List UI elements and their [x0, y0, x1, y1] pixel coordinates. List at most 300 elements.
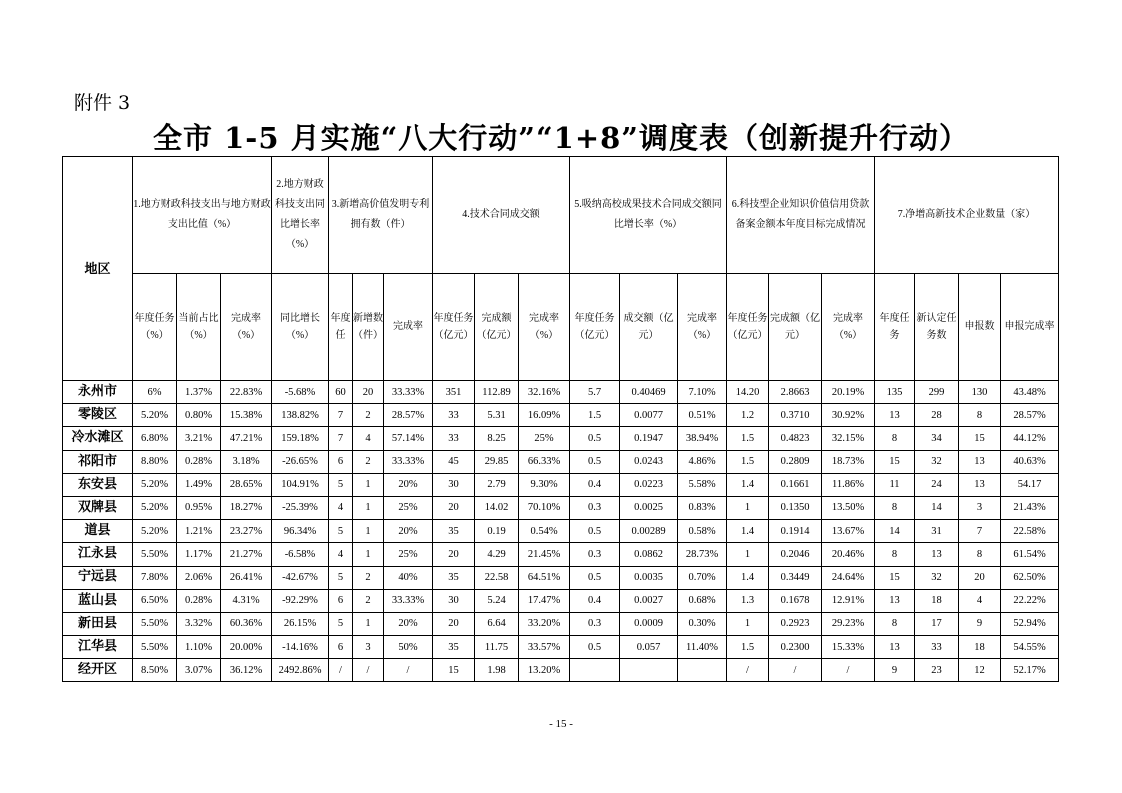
table-cell: 8	[875, 427, 915, 450]
table-cell: 13	[875, 404, 915, 427]
table-cell: 13	[875, 589, 915, 612]
table-cell: 7	[329, 427, 353, 450]
region-cell: 东安县	[63, 473, 133, 496]
table-cell: 15	[433, 659, 475, 682]
table-cell: 1.37%	[177, 381, 221, 404]
table-cell	[620, 659, 678, 682]
table-cell: 33.33%	[384, 589, 433, 612]
table-cell: 0.0243	[620, 450, 678, 473]
table-cell: -14.16%	[272, 636, 329, 659]
table-cell: -6.58%	[272, 543, 329, 566]
table-cell: 4	[329, 496, 353, 519]
sub-header: 完成额（亿元）	[475, 274, 519, 381]
table-cell: 1	[353, 473, 384, 496]
table-cell: 14.02	[475, 496, 519, 519]
table-cell: 32.15%	[822, 427, 875, 450]
table-cell: 0.3	[570, 496, 620, 519]
table-cell: 1.2	[727, 404, 769, 427]
table-cell: 1.4	[727, 520, 769, 543]
table-cell: 0.5	[570, 636, 620, 659]
table-cell: /	[769, 659, 822, 682]
table-cell: 1	[353, 496, 384, 519]
table-cell: 0.68%	[678, 589, 727, 612]
table-cell: 2	[353, 450, 384, 473]
table-cell: 104.91%	[272, 473, 329, 496]
table-cell: 26.15%	[272, 612, 329, 635]
table-row	[63, 520, 1059, 543]
table-cell: 33	[433, 404, 475, 427]
table-cell: 5.24	[475, 589, 519, 612]
table-cell: 159.18%	[272, 427, 329, 450]
table-cell: 61.54%	[1001, 543, 1059, 566]
table-cell: 8.25	[475, 427, 519, 450]
table-cell: 6%	[133, 381, 177, 404]
table-cell: 33	[433, 427, 475, 450]
table-cell: 20	[433, 612, 475, 635]
table-cell: 7	[959, 520, 1001, 543]
table-cell: 5	[329, 473, 353, 496]
sub-header: 申报数	[959, 274, 1001, 381]
table-cell: 13	[959, 450, 1001, 473]
table-cell: 52.17%	[1001, 659, 1059, 682]
table-cell: 2.06%	[177, 566, 221, 589]
table-cell: 138.82%	[272, 404, 329, 427]
table-cell: 2.8663	[769, 381, 822, 404]
table-cell: 70.10%	[519, 496, 570, 519]
table-cell: 5	[329, 566, 353, 589]
table-cell: 44.12%	[1001, 427, 1059, 450]
table-cell: 0.0025	[620, 496, 678, 519]
table-cell: 7.80%	[133, 566, 177, 589]
table-cell: 33.57%	[519, 636, 570, 659]
table-cell: -25.39%	[272, 496, 329, 519]
table-cell: 14	[875, 520, 915, 543]
table-cell: 1.5	[727, 636, 769, 659]
table-cell: 18	[915, 589, 959, 612]
table-cell: 20.00%	[221, 636, 272, 659]
table-cell: 12.91%	[822, 589, 875, 612]
table-cell: 1	[727, 543, 769, 566]
table-cell: 12	[959, 659, 1001, 682]
table-cell: 50%	[384, 636, 433, 659]
region-cell: 江永县	[63, 543, 133, 566]
table-cell: 5.20%	[133, 520, 177, 543]
region-cell: 经开区	[63, 659, 133, 682]
table-cell: 9.30%	[519, 473, 570, 496]
table-cell: 16.09%	[519, 404, 570, 427]
table-cell: 11.40%	[678, 636, 727, 659]
sub-header: 完成率	[384, 274, 433, 381]
region-column-header: 地区	[63, 157, 133, 381]
table-cell: 0.4	[570, 589, 620, 612]
table-cell: 0.2923	[769, 612, 822, 635]
table-cell: 1	[353, 520, 384, 543]
table-cell: 0.95%	[177, 496, 221, 519]
table-cell: 18	[959, 636, 1001, 659]
table-cell: 15	[875, 450, 915, 473]
sub-header: 完成率（%）	[519, 274, 570, 381]
table-cell: 33.33%	[384, 381, 433, 404]
table-row	[63, 543, 1059, 566]
table-cell: 36.12%	[221, 659, 272, 682]
table-cell: 0.5	[570, 566, 620, 589]
sub-header: 同比增长（%）	[272, 274, 329, 381]
table-cell: 0.3710	[769, 404, 822, 427]
table-cell: 96.34%	[272, 520, 329, 543]
table-cell: 18.27%	[221, 496, 272, 519]
table-cell: 6.64	[475, 612, 519, 635]
table-cell: 20.19%	[822, 381, 875, 404]
table-cell: 4.86%	[678, 450, 727, 473]
sub-header: 成交额（亿元）	[620, 274, 678, 381]
table-cell: 0.80%	[177, 404, 221, 427]
table-cell: 13	[915, 543, 959, 566]
table-cell: 20	[433, 496, 475, 519]
group-header-tech-spending-growth: 2.地方财政科技支出同比增长率（%）	[272, 157, 329, 274]
table-cell: /	[329, 659, 353, 682]
table-cell: 20.46%	[822, 543, 875, 566]
table-cell: 351	[433, 381, 475, 404]
table-cell: 1	[727, 496, 769, 519]
table-cell: 135	[875, 381, 915, 404]
table-cell: 13	[875, 636, 915, 659]
table-cell: -26.65%	[272, 450, 329, 473]
group-header-invention-patents: 3.新增高价值发明专利拥有数（件）	[329, 157, 433, 274]
table-cell: 20	[433, 543, 475, 566]
table-cell: 0.5	[570, 427, 620, 450]
table-cell: 64.51%	[519, 566, 570, 589]
table-cell: 28.57%	[384, 404, 433, 427]
table-cell: 26.41%	[221, 566, 272, 589]
table-cell: 3.32%	[177, 612, 221, 635]
sub-header: 新认定任务数	[915, 274, 959, 381]
table-cell: 1.98	[475, 659, 519, 682]
table-cell: 0.0077	[620, 404, 678, 427]
table-cell	[570, 659, 620, 682]
table-cell: 13.50%	[822, 496, 875, 519]
table-cell: 4.31%	[221, 589, 272, 612]
table-cell: 5.7	[570, 381, 620, 404]
table-cell: 13.67%	[822, 520, 875, 543]
table-row	[63, 612, 1059, 635]
table-cell: -5.68%	[272, 381, 329, 404]
table-cell: 0.0862	[620, 543, 678, 566]
table-cell: 30	[433, 589, 475, 612]
table-cell: 4	[329, 543, 353, 566]
table-cell: 1.5	[727, 450, 769, 473]
table-cell: 0.5	[570, 520, 620, 543]
table-cell: 6	[329, 450, 353, 473]
table-cell: 35	[433, 566, 475, 589]
table-cell: 3	[353, 636, 384, 659]
table-cell: 28.57%	[1001, 404, 1059, 427]
table-cell: 1.10%	[177, 636, 221, 659]
table-cell: 24	[915, 473, 959, 496]
table-cell: 0.0035	[620, 566, 678, 589]
region-cell: 双牌县	[63, 496, 133, 519]
table-cell: 33.20%	[519, 612, 570, 635]
table-cell: 22.58	[475, 566, 519, 589]
table-cell: 25%	[384, 496, 433, 519]
table-cell: 29.85	[475, 450, 519, 473]
sub-header: 完成率（%）	[822, 274, 875, 381]
table-cell: 14.20	[727, 381, 769, 404]
sub-header: 申报完成率	[1001, 274, 1059, 381]
table-cell: 8.80%	[133, 450, 177, 473]
table-cell: 22.83%	[221, 381, 272, 404]
table-cell: 40%	[384, 566, 433, 589]
sub-header: 当前占比（%）	[177, 274, 221, 381]
table-cell: 3.07%	[177, 659, 221, 682]
table-cell: 38.94%	[678, 427, 727, 450]
table-cell: 62.50%	[1001, 566, 1059, 589]
table-cell: 47.21%	[221, 427, 272, 450]
table-cell: 0.0027	[620, 589, 678, 612]
table-cell: 60	[329, 381, 353, 404]
table-cell: 299	[915, 381, 959, 404]
table-row	[63, 427, 1059, 450]
table-cell: 20	[353, 381, 384, 404]
table-cell: 0.1678	[769, 589, 822, 612]
table-cell: 21.43%	[1001, 496, 1059, 519]
table-cell: 0.83%	[678, 496, 727, 519]
table-cell: 9	[875, 659, 915, 682]
table-cell: 0.2300	[769, 636, 822, 659]
sub-header: 新增数（件）	[353, 274, 384, 381]
table-cell: 35	[433, 636, 475, 659]
table-cell: 0.0009	[620, 612, 678, 635]
region-cell: 冷水滩区	[63, 427, 133, 450]
table-cell: 43.48%	[1001, 381, 1059, 404]
table-cell: 1.21%	[177, 520, 221, 543]
table-cell: 0.1661	[769, 473, 822, 496]
table-cell: 5.20%	[133, 404, 177, 427]
table-cell: 1	[353, 612, 384, 635]
table-cell: 7	[329, 404, 353, 427]
table-cell: 31	[915, 520, 959, 543]
table-cell: 0.1350	[769, 496, 822, 519]
table-cell: 5.58%	[678, 473, 727, 496]
table-cell: 25%	[384, 543, 433, 566]
sub-header: 完成额（亿元）	[769, 274, 822, 381]
table-cell: 2492.86%	[272, 659, 329, 682]
table-cell: 5.50%	[133, 543, 177, 566]
table-row	[63, 589, 1059, 612]
group-header-hightech-enterprises: 7.净增高新技术企业数量（家）	[875, 157, 1059, 274]
table-cell: 52.94%	[1001, 612, 1059, 635]
table-cell: 8	[959, 404, 1001, 427]
table-cell: 0.4	[570, 473, 620, 496]
table-cell: 1.4	[727, 566, 769, 589]
table-cell: 13.20%	[519, 659, 570, 682]
table-cell: 17	[915, 612, 959, 635]
table-cell: 1.49%	[177, 473, 221, 496]
sub-header: 年度任务	[875, 274, 915, 381]
table-cell: 66.33%	[519, 450, 570, 473]
table-cell: 32	[915, 566, 959, 589]
sub-header: 年度任	[329, 274, 353, 381]
table-cell: 0.3449	[769, 566, 822, 589]
table-cell: 20	[959, 566, 1001, 589]
table-cell: 30	[433, 473, 475, 496]
table-cell: 34	[915, 427, 959, 450]
table-cell: 3.18%	[221, 450, 272, 473]
table-cell: 0.1914	[769, 520, 822, 543]
attachment-label: 附件 3	[74, 92, 131, 114]
table-cell: 1.5	[727, 427, 769, 450]
table-cell: 4	[353, 427, 384, 450]
table-cell: 11.75	[475, 636, 519, 659]
table-row	[63, 381, 1059, 404]
table-cell: 0.3	[570, 612, 620, 635]
table-cell: 29.23%	[822, 612, 875, 635]
table-cell: 6.50%	[133, 589, 177, 612]
table-row	[63, 450, 1059, 473]
table-cell: 24.64%	[822, 566, 875, 589]
sub-header: 年度任务（亿元）	[570, 274, 620, 381]
table-cell: 4.29	[475, 543, 519, 566]
table-cell: 20%	[384, 612, 433, 635]
table-cell: 23	[915, 659, 959, 682]
table-cell: 2	[353, 589, 384, 612]
table-cell: 1.4	[727, 473, 769, 496]
table-cell: /	[353, 659, 384, 682]
table-cell: 15.38%	[221, 404, 272, 427]
table-cell: 5.20%	[133, 473, 177, 496]
table-cell: 2	[353, 566, 384, 589]
group-header-row	[63, 157, 1059, 274]
table-cell: 60.36%	[221, 612, 272, 635]
table-cell: 0.54%	[519, 520, 570, 543]
table-cell: 8	[959, 543, 1001, 566]
table-row	[63, 659, 1059, 682]
table-cell: 33	[915, 636, 959, 659]
table-cell: 1.17%	[177, 543, 221, 566]
table-cell: 5	[329, 612, 353, 635]
table-cell: 28.65%	[221, 473, 272, 496]
table-row	[63, 636, 1059, 659]
table-cell: 21.27%	[221, 543, 272, 566]
table-cell: 6	[329, 636, 353, 659]
sub-header-row	[63, 274, 1059, 381]
table-cell: 33.33%	[384, 450, 433, 473]
table-cell: 20%	[384, 473, 433, 496]
table-cell: 8	[875, 612, 915, 635]
region-cell: 宁远县	[63, 566, 133, 589]
table-cell	[678, 659, 727, 682]
table-cell: 15.33%	[822, 636, 875, 659]
table-cell: 8	[875, 496, 915, 519]
table-cell: /	[384, 659, 433, 682]
table-cell: 5.20%	[133, 496, 177, 519]
table-cell: 28.73%	[678, 543, 727, 566]
table-cell: 5	[329, 520, 353, 543]
table-cell: 32.16%	[519, 381, 570, 404]
table-cell: -42.67%	[272, 566, 329, 589]
region-cell: 零陵区	[63, 404, 133, 427]
table-cell: 4	[959, 589, 1001, 612]
table-row	[63, 473, 1059, 496]
table-cell: 0.19	[475, 520, 519, 543]
table-cell: 112.89	[475, 381, 519, 404]
table-row	[63, 496, 1059, 519]
table-cell: 8.50%	[133, 659, 177, 682]
table-cell: 1	[727, 612, 769, 635]
table-cell: -92.29%	[272, 589, 329, 612]
table-row	[63, 404, 1059, 427]
table-cell: 0.5	[570, 450, 620, 473]
table-cell: 20%	[384, 520, 433, 543]
table-cell: 6.80%	[133, 427, 177, 450]
table-cell: 8	[875, 543, 915, 566]
table-cell: 57.14%	[384, 427, 433, 450]
group-header-knowledge-credit-loans: 6.科技型企业知识价值信用贷款备案金额本年度目标完成情况	[727, 157, 875, 274]
schedule-table	[62, 156, 1059, 682]
table-cell: 22.22%	[1001, 589, 1059, 612]
table-cell: 18.73%	[822, 450, 875, 473]
region-cell: 新田县	[63, 612, 133, 635]
sub-header: 完成率（%）	[221, 274, 272, 381]
table-cell: 32	[915, 450, 959, 473]
group-header-university-contract-growth: 5.吸纳高校成果技术合同成交额同比增长率（%）	[570, 157, 727, 274]
table-cell: 25%	[519, 427, 570, 450]
group-header-tech-contract-turnover: 4.技术合同成交额	[433, 157, 570, 274]
table-cell: 1	[353, 543, 384, 566]
table-cell: 23.27%	[221, 520, 272, 543]
table-cell: 54.17	[1001, 473, 1059, 496]
sub-header: 年度任务（%）	[133, 274, 177, 381]
table-cell: 5.50%	[133, 636, 177, 659]
table-cell: 0.58%	[678, 520, 727, 543]
table-cell: 15	[875, 566, 915, 589]
table-cell: 0.2809	[769, 450, 822, 473]
table-cell: 11	[875, 473, 915, 496]
region-cell: 蓝山县	[63, 589, 133, 612]
table-cell: 7.10%	[678, 381, 727, 404]
table-cell: 11.86%	[822, 473, 875, 496]
table-cell: 0.00289	[620, 520, 678, 543]
document-title: 全市 1-5 月实施“八大行动”“1+8”调度表（创新提升行动）	[153, 121, 969, 155]
table-cell: 0.057	[620, 636, 678, 659]
table-cell: 21.45%	[519, 543, 570, 566]
table-row	[63, 566, 1059, 589]
sub-header: 年度任务（亿元）	[433, 274, 475, 381]
table-cell: 0.28%	[177, 450, 221, 473]
region-cell: 祁阳市	[63, 450, 133, 473]
region-cell: 江华县	[63, 636, 133, 659]
table-cell: 130	[959, 381, 1001, 404]
table-cell: 28	[915, 404, 959, 427]
table-cell: 5.50%	[133, 612, 177, 635]
region-cell: 道县	[63, 520, 133, 543]
table-cell: 40.63%	[1001, 450, 1059, 473]
table-cell: 54.55%	[1001, 636, 1059, 659]
table-cell: 0.70%	[678, 566, 727, 589]
table-cell: 0.3	[570, 543, 620, 566]
sub-header: 年度任务（亿元）	[727, 274, 769, 381]
table-cell: 0.1947	[620, 427, 678, 450]
sub-header: 完成率（%）	[678, 274, 727, 381]
table-cell: 22.58%	[1001, 520, 1059, 543]
table-cell: 9	[959, 612, 1001, 635]
table-cell: 0.51%	[678, 404, 727, 427]
table-cell: 6	[329, 589, 353, 612]
table-cell: 3	[959, 496, 1001, 519]
table-cell: /	[727, 659, 769, 682]
table-cell: 14	[915, 496, 959, 519]
table-cell: 15	[959, 427, 1001, 450]
table-cell: 3.21%	[177, 427, 221, 450]
